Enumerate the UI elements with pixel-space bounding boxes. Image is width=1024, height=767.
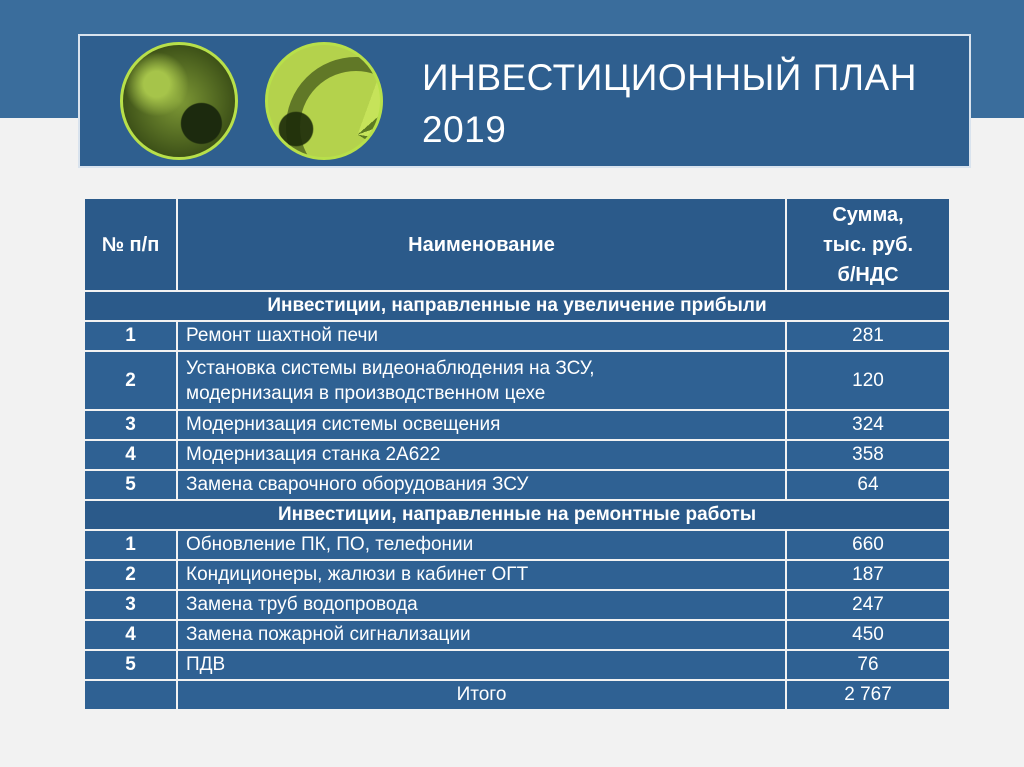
row-name	[177, 351, 786, 410]
table-header-row	[84, 198, 950, 291]
section-header-row	[84, 500, 950, 530]
total-row	[84, 680, 950, 710]
row-num: 4	[84, 440, 177, 470]
row-num: 3	[84, 410, 177, 440]
row-num: 2	[84, 351, 177, 410]
table-row	[84, 351, 950, 410]
row-name: Замена сварочного оборудования ЗСУ	[177, 470, 786, 500]
col-header-name: Наименование	[177, 198, 786, 291]
row-name: ПДВ	[177, 650, 786, 680]
row-name: Замена труб водопровода	[177, 590, 786, 620]
machinery-photo-1	[120, 42, 238, 160]
row-name: Ремонт шахтной печи	[177, 321, 786, 351]
table-row	[84, 620, 950, 650]
col-header-sum-line1: Сумма,	[832, 203, 904, 226]
table-row	[84, 321, 950, 351]
row-num: 2	[84, 560, 177, 590]
row-sum: 660	[786, 530, 950, 560]
row-sum: 64	[786, 470, 950, 500]
row-num: 3	[84, 590, 177, 620]
row-num: 4	[84, 620, 177, 650]
table-row	[84, 410, 950, 440]
section-title: Инвестиции, направленные на ремонтные работы	[84, 500, 950, 530]
table-row	[84, 650, 950, 680]
row-sum: 324	[786, 410, 950, 440]
title-line-2: 2019	[422, 109, 507, 150]
table-row	[84, 470, 950, 500]
row-sum: 450	[786, 620, 950, 650]
row-num: 1	[84, 530, 177, 560]
table-row	[84, 560, 950, 590]
section-header-row	[84, 291, 950, 321]
gear-photo-2	[265, 42, 383, 160]
investment-table	[83, 197, 951, 711]
row-name-line1: Установка системы видеонаблюдения на ЗСУ,	[186, 357, 595, 379]
row-num: 1	[84, 321, 177, 351]
row-sum: 187	[786, 560, 950, 590]
row-sum: 120	[786, 351, 950, 410]
col-header-sum-line3: б/НДС	[837, 263, 899, 286]
gear-icon	[286, 57, 383, 160]
total-sum: 2 767	[786, 680, 950, 710]
total-label: Итого	[177, 680, 786, 710]
table-row	[84, 440, 950, 470]
row-num: 5	[84, 470, 177, 500]
row-num: 5	[84, 650, 177, 680]
row-sum: 76	[786, 650, 950, 680]
row-name-line2: модернизация в производственном цехе	[186, 382, 546, 404]
row-sum: 247	[786, 590, 950, 620]
row-name: Модернизация станка 2А622	[177, 440, 786, 470]
col-header-sum-line2: тыс. руб.	[822, 233, 914, 256]
title-line-1: ИНВЕСТИЦИОННЫЙ ПЛАН	[422, 57, 917, 98]
row-name: Обновление ПК, ПО, телефонии	[177, 530, 786, 560]
page-title	[422, 52, 962, 156]
row-name: Замена пожарной сигнализации	[177, 620, 786, 650]
col-header-num: № п/п	[84, 198, 177, 291]
col-header-sum	[786, 198, 950, 291]
row-sum: 358	[786, 440, 950, 470]
table-row	[84, 590, 950, 620]
row-name: Кондиционеры, жалюзи в кабинет ОГТ	[177, 560, 786, 590]
total-empty-cell	[84, 680, 177, 710]
section-title: Инвестиции, направленные на увеличение прибыли	[84, 291, 950, 321]
row-name: Модернизация системы освещения	[177, 410, 786, 440]
table-row	[84, 530, 950, 560]
row-sum: 281	[786, 321, 950, 351]
